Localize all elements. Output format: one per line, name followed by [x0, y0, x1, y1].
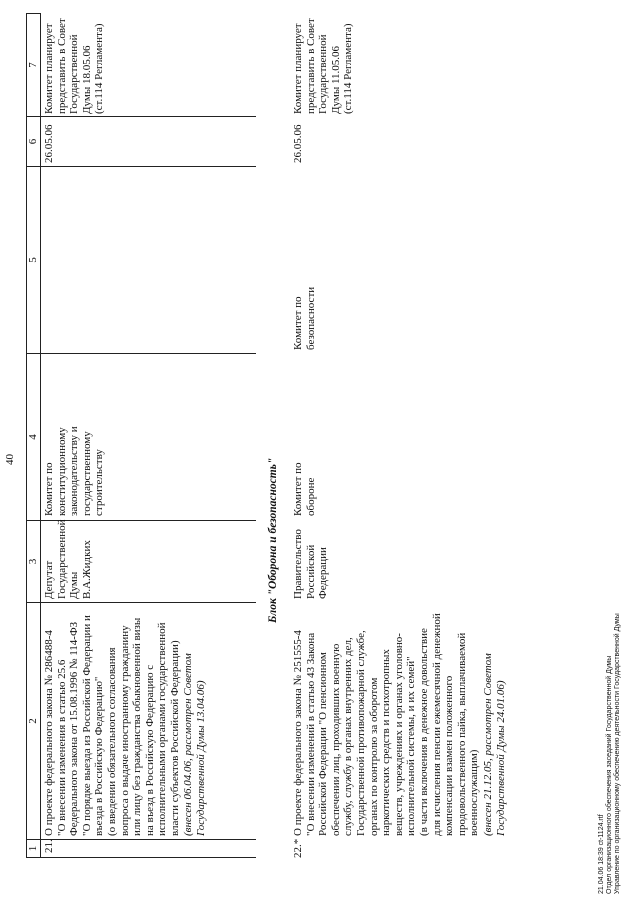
row-21-responsible-committee: Комитет по конституционному законодательству и государственному строительству	[43, 426, 106, 516]
document-footer: 21.04.06 18:39 ct-1124.rtf Отдел организационного обеспечения заседаний Государственной Думы Управление по организационному обеспечению деятельности Государственной Думы	[598, 613, 621, 894]
page-number: 40	[4, 454, 16, 465]
column-header-6: 6	[27, 117, 41, 167]
row-21-border-6	[40, 116, 256, 117]
row-22-bill-title: О проекте федерального закона № 251555-4 "О внесении изменений в статью 43 Закона Российской Федерации "О пенсионном обеспечении лиц, проходивших военную службу, службу в органах внутренних дел, Государственной противопожарной службе, органах по контролю за оборотом наркотических средств и психотропных веществ, учреждениях и органах уголовно- исполнительной системы, и их семей" (в части включения в денежное довольствие для исчисления пенсии ежемесячной денежной компенсации взамен положенного продовольственного пайка, выплачиваемой военнослужащим)	[292, 613, 481, 836]
row-21-border-5	[40, 166, 256, 167]
row-22-bill-note: (внесен 21.12.05, рассмотрен Советом Государственной Думы 24.01.06)	[482, 653, 507, 836]
row-22-date: 26.05.06	[292, 124, 304, 163]
column-header-5: 5	[27, 167, 41, 354]
column-header-table	[26, 13, 41, 858]
row-21-border-4	[40, 353, 256, 354]
row-22-co-committee: Комитет по безопасности	[292, 286, 317, 350]
row-21-border-left	[40, 857, 256, 858]
column-header-7: 7	[27, 14, 41, 117]
column-header-2: 2	[27, 603, 41, 840]
row-21-border-1	[40, 839, 256, 840]
column-header-3: 3	[27, 521, 41, 603]
row-21-number: 21.	[43, 839, 55, 853]
row-21-border-2	[40, 602, 256, 603]
row-21-initiator: Депутат Государственной Думы В.А.Жидких	[43, 519, 93, 599]
block-title: Блок "Оборона и безопасность"	[267, 457, 279, 623]
row-22-initiator: Правительство Российской Федерации	[292, 529, 330, 599]
row-22-number: 22.*	[292, 838, 304, 858]
row-21-bill-note: (внесен 06.04.06, рассмотрен Советом Государственной Думы 13.04.06)	[182, 653, 207, 836]
row-21-status: Комитет планирует представить в Совет Государственной Думы 18.05.06 (ст.114 Регламента)	[43, 18, 106, 114]
column-header-4: 4	[27, 354, 41, 521]
column-header-1: 1	[27, 840, 41, 858]
row-22-responsible-committee: Комитет по обороне	[292, 462, 317, 516]
row-21-date: 26.05.06	[43, 124, 55, 163]
row-22-status: Комитет планирует представить в Совет Государственной Думы 11.05.06 (ст.114 Регламента)	[292, 18, 355, 114]
row-21-bill-title: О проекте федерального закона № 286488-4 "О внесении изменения в статью 25.6 Федерального закона от 15.08.1996 № 114-ФЗ "О порядке выезда из Российской Федерации и въезда в Российскую Федерацию" (о введении обязательного согласования вопроса о выдаче иностранному гражданину или лицу без гражданства обыкновенной визы на въезд в Российскую Федерацию с исполнительными органами государственной власти субъектов Российской Федерации)	[43, 615, 181, 836]
